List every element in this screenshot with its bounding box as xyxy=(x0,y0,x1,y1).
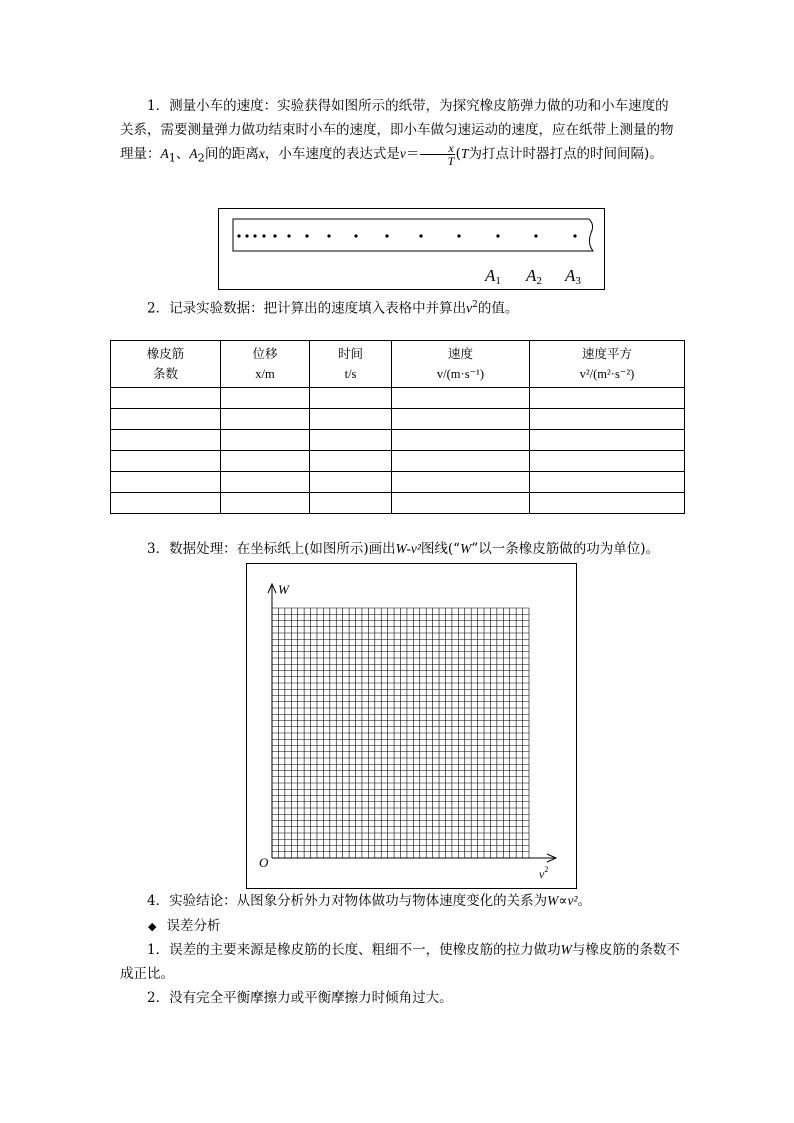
header-velocity: 速度 v/(m·s⁻¹) xyxy=(392,341,530,388)
fraction-numerator: x xyxy=(420,142,454,155)
section-2-paragraph xyxy=(120,293,682,321)
table-cell[interactable] xyxy=(392,430,530,451)
origin-label: O xyxy=(259,855,269,870)
section-1-text-c: ，小车速度的表达式是 xyxy=(264,146,400,162)
table-header-row xyxy=(111,341,685,388)
graph-paper-drawing xyxy=(247,564,576,888)
tape-dot xyxy=(457,234,460,237)
error-analysis-heading xyxy=(148,914,710,939)
section-3-text: 3．数据处理：在坐标纸上(如图所示)画出 xyxy=(147,541,396,557)
table-cell[interactable] xyxy=(221,388,310,409)
section-4-text: 4．实验结论：从图象分析外力对物体做功与物体速度变化的关系为 xyxy=(147,893,548,909)
table-cell[interactable] xyxy=(530,493,685,514)
tape-dot xyxy=(327,234,330,237)
paper-tape-figure xyxy=(218,208,605,290)
table-cell[interactable] xyxy=(392,451,530,472)
symbol-a1: A xyxy=(160,146,169,161)
header-rubber-band-count: 橡皮筋 条数 xyxy=(111,341,221,388)
section-4-tail: 。 xyxy=(577,893,592,909)
table-cell[interactable] xyxy=(530,409,685,430)
table-cell[interactable] xyxy=(530,472,685,493)
section-2-text: 2．记录实验数据：把计算出的速度填入表格中并算出 xyxy=(147,300,467,317)
tape-dot xyxy=(496,234,499,237)
section-3-paragraph xyxy=(120,537,682,561)
tape-dot xyxy=(534,234,537,237)
symbol-a1-sub: 1 xyxy=(168,151,176,165)
header-time: 时间 t/s xyxy=(310,341,392,388)
table-cell[interactable] xyxy=(221,493,310,514)
fraction-denominator: T xyxy=(447,154,455,168)
tape-dot xyxy=(305,234,308,237)
table-row xyxy=(111,430,685,451)
grid-lines xyxy=(272,608,529,858)
section-1-lead: 1．测量小车的速度： xyxy=(147,98,278,114)
tape-dot xyxy=(237,234,240,237)
section-3-tail: ”以一条橡皮筋做的功为单位)。 xyxy=(471,541,659,557)
section-2-symbol: v xyxy=(466,300,473,316)
error-item-1 xyxy=(120,938,682,986)
graph-paper-figure xyxy=(246,563,577,889)
table-cell[interactable] xyxy=(111,409,221,430)
symbol-v: v xyxy=(399,146,406,161)
section-1-text-a: 实验获得如图所示的纸带，为探究橡皮筋弹力做的功和小车速度的关系，需要测量弹力做功结束时小车的速度，即小车做匀速运动的速度，应在纸带上测量的物理量： xyxy=(120,98,674,162)
section-3-symbol: W-v² xyxy=(395,541,421,556)
tape-dot xyxy=(419,234,422,237)
section-1-text-e: 为打点计时器打点的时间间隔)。 xyxy=(468,146,663,162)
table-cell[interactable] xyxy=(530,451,685,472)
symbol-t: T xyxy=(460,146,469,161)
paper-tape-drawing xyxy=(219,209,604,289)
error-analysis-title: 误差分析 xyxy=(166,918,221,934)
table-cell[interactable] xyxy=(310,430,392,451)
table-cell[interactable] xyxy=(221,451,310,472)
table-cell[interactable] xyxy=(392,472,530,493)
table-cell[interactable] xyxy=(392,409,530,430)
error-item-1-text-a: 1．误差的主要来源是橡皮筋的长度、粗细不一，使橡皮筋的拉力做功 xyxy=(147,942,561,958)
symbol-x: x xyxy=(258,146,265,161)
section-4-paragraph xyxy=(120,889,682,913)
tape-dot xyxy=(385,234,388,237)
table-cell[interactable] xyxy=(221,409,310,430)
section-1-text-d: ( xyxy=(455,146,461,162)
tape-dot xyxy=(354,234,357,237)
table-cell[interactable] xyxy=(221,430,310,451)
table-row xyxy=(111,451,685,472)
y-axis-label: W xyxy=(278,582,289,597)
separator: 、 xyxy=(175,146,190,162)
section-3-symbol-w: W xyxy=(460,541,472,556)
x-axis-label: $v^2$ xyxy=(539,865,549,881)
table-cell[interactable] xyxy=(310,472,392,493)
table-row xyxy=(111,472,685,493)
tape-dot xyxy=(245,234,248,237)
table-row xyxy=(111,409,685,430)
table-cell[interactable] xyxy=(392,388,530,409)
data-record-table xyxy=(110,340,685,514)
tape-label-a2: A2 xyxy=(526,266,542,287)
tape-dot xyxy=(253,234,256,237)
tape-dot xyxy=(273,234,276,237)
table-cell[interactable] xyxy=(111,472,221,493)
table-cell[interactable] xyxy=(310,388,392,409)
header-velocity-squared: 速度平方 v²/(m²·s⁻²) xyxy=(530,341,685,388)
table-row xyxy=(111,493,685,514)
section-3-mid: 图线(“ xyxy=(420,541,461,557)
table-cell[interactable] xyxy=(111,388,221,409)
table-cell[interactable] xyxy=(111,430,221,451)
error-item-1-symbol: W xyxy=(560,942,572,957)
tape-label-a3: A3 xyxy=(565,266,581,287)
section-1-text-b: 间的距离 xyxy=(204,146,259,162)
table-cell[interactable] xyxy=(221,472,310,493)
table-cell[interactable] xyxy=(530,430,685,451)
table-cell[interactable] xyxy=(310,493,392,514)
tape-dot xyxy=(573,234,576,237)
section-2-tail: 的值。 xyxy=(477,300,519,317)
symbol-a2-sub: 2 xyxy=(197,151,205,165)
table-cell[interactable] xyxy=(310,451,392,472)
table-cell[interactable] xyxy=(392,493,530,514)
table-cell[interactable] xyxy=(111,451,221,472)
table-cell[interactable] xyxy=(310,409,392,430)
tape-dot xyxy=(287,234,290,237)
symbol-a2: A xyxy=(189,146,198,161)
equals-sign: ＝ xyxy=(405,146,420,162)
tape-dots xyxy=(237,234,576,237)
table-cell[interactable] xyxy=(111,493,221,514)
tape-label-a1: A1 xyxy=(485,266,501,287)
section-4-formula: W∝v² xyxy=(547,893,578,908)
tape-dot xyxy=(262,234,265,237)
tape-outline xyxy=(233,219,593,251)
table-row xyxy=(111,388,685,409)
header-displacement: 位移 x/m xyxy=(221,341,310,388)
section-1-paragraph xyxy=(120,94,682,171)
section-2-sup: 2 xyxy=(472,300,478,310)
velocity-fraction xyxy=(420,142,454,167)
error-item-2: 2．没有完全平衡摩擦力或平衡摩擦力时倾角过大。 xyxy=(147,990,453,1006)
diamond-bullet-icon: ◆ xyxy=(148,920,157,933)
error-item-1-text-b: 与橡皮筋的条数不成正比。 xyxy=(120,942,680,982)
table-cell[interactable] xyxy=(530,388,685,409)
